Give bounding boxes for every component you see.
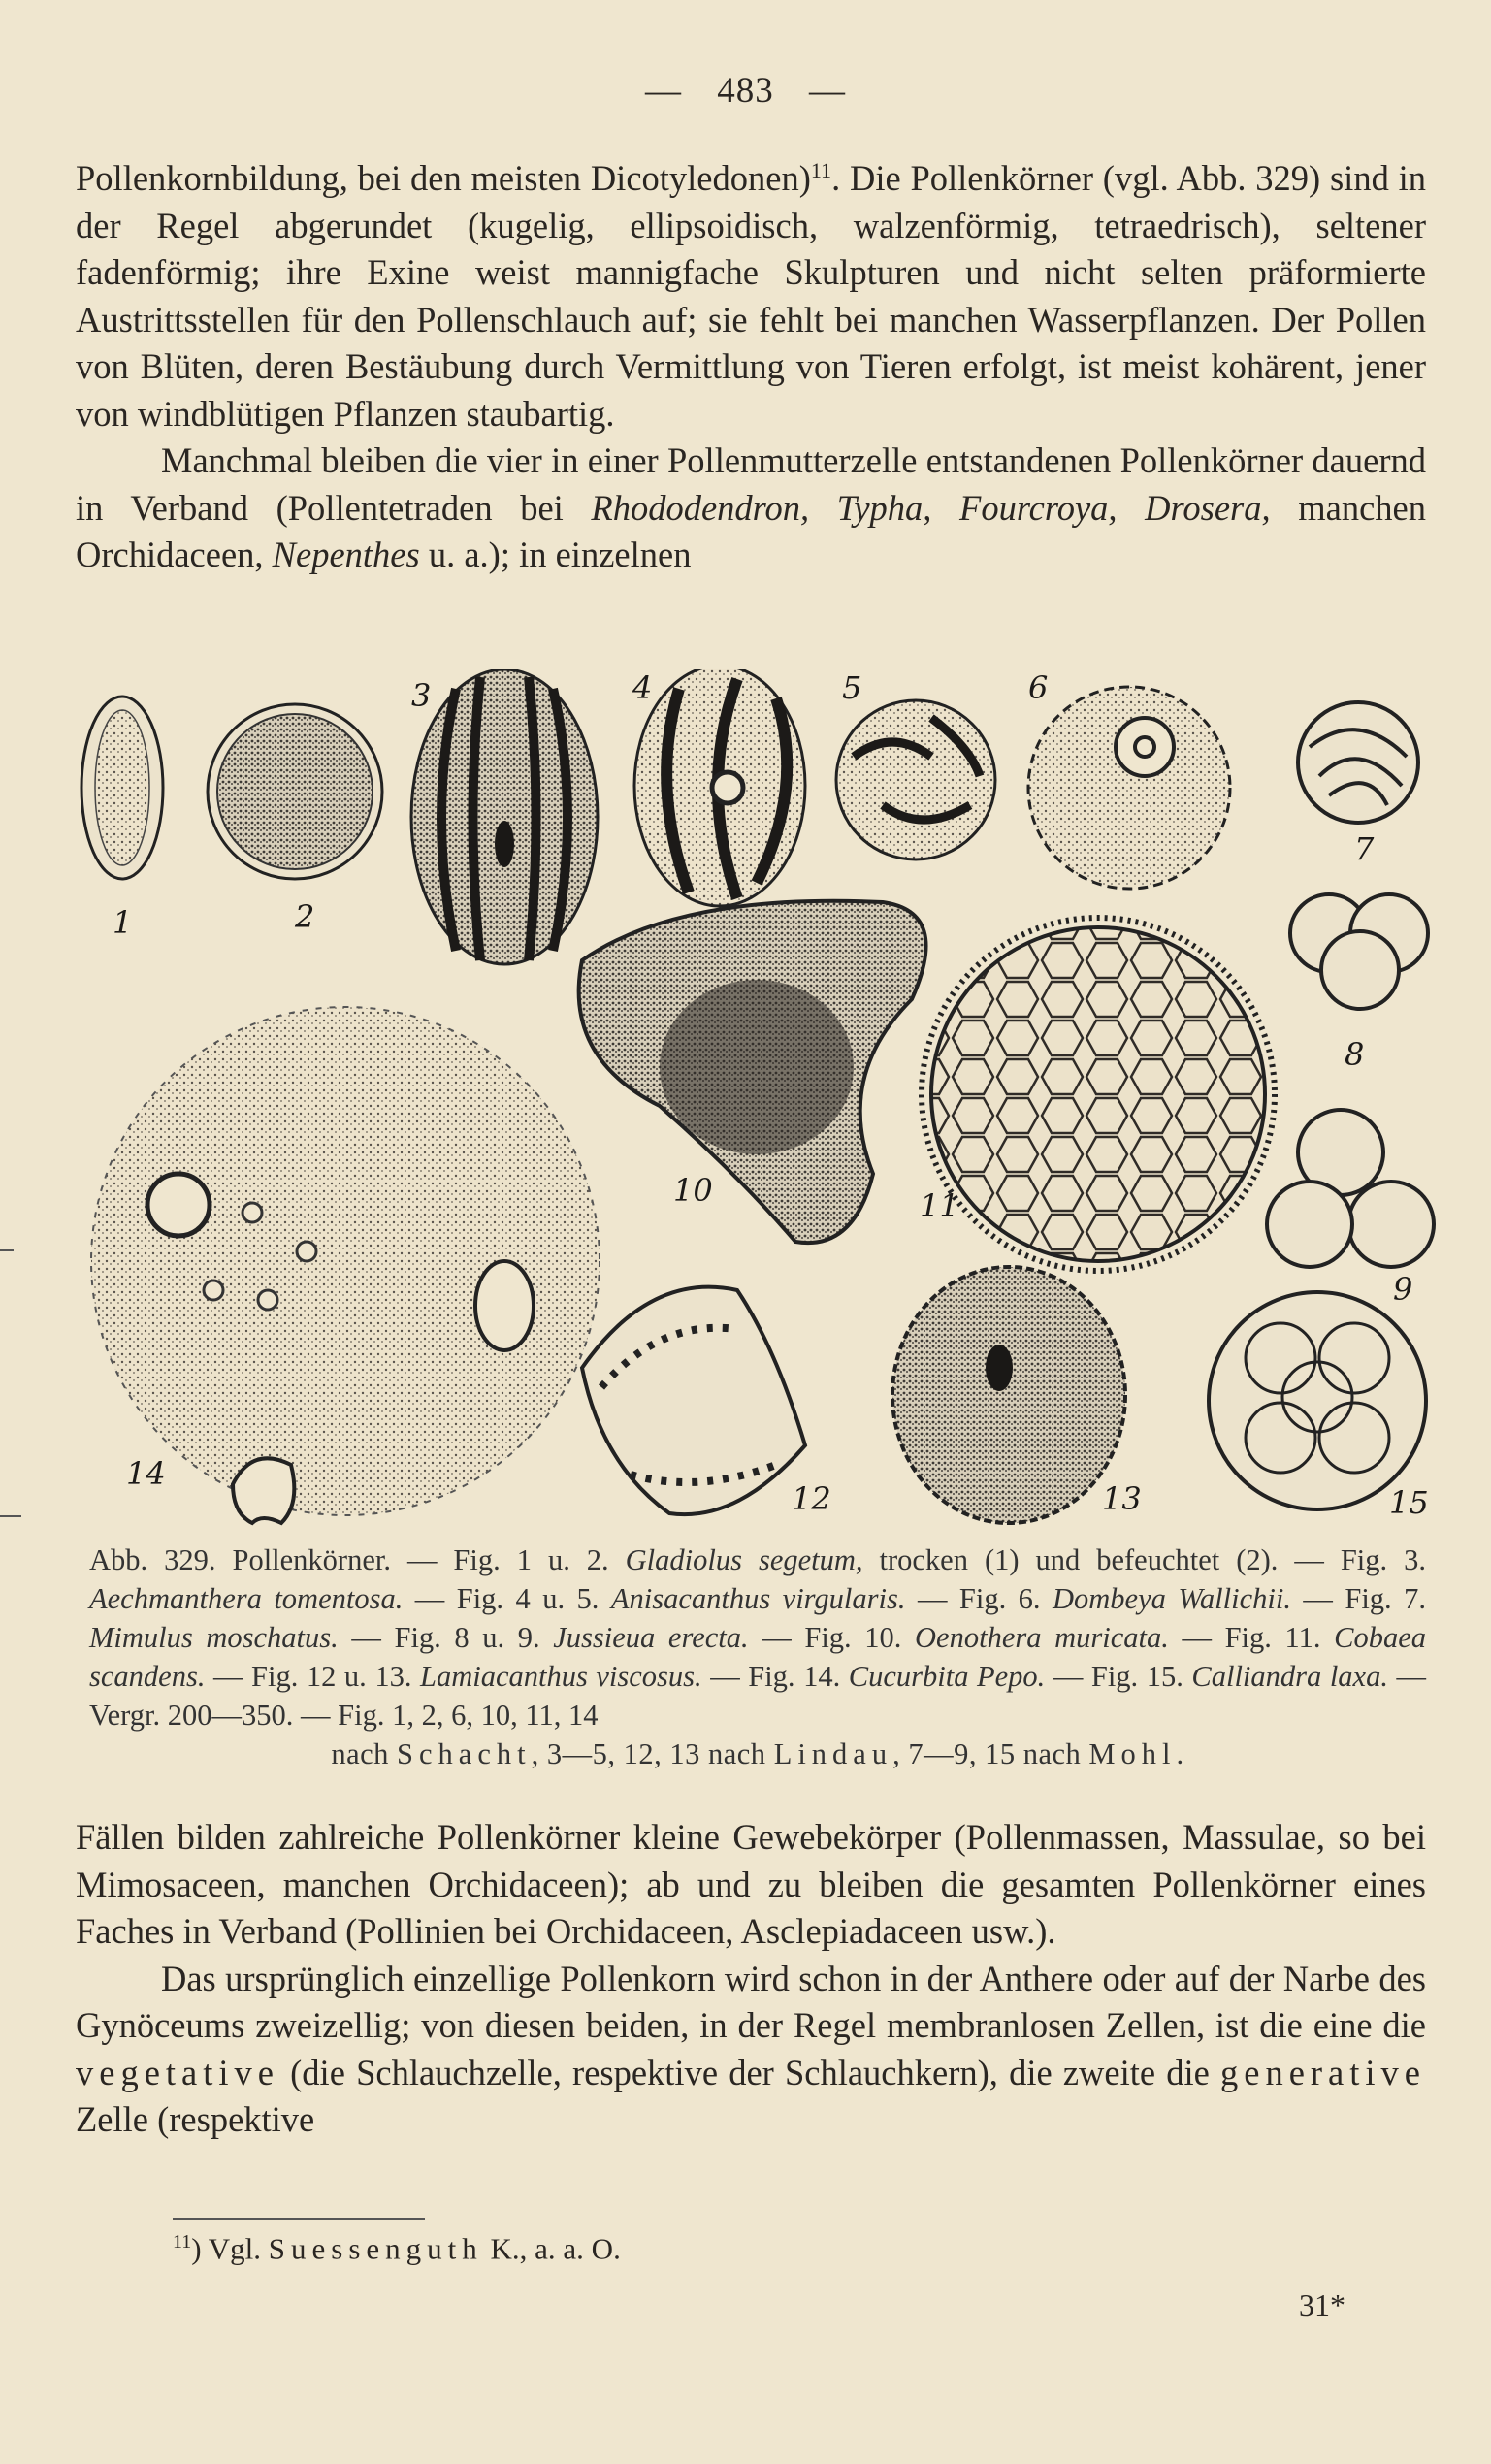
caption-text-11: — Fig. 15. <box>1045 1660 1192 1693</box>
fig-label-11: 11 <box>920 1187 959 1224</box>
paragraph-4 <box>76 1956 1426 2144</box>
caption-species-4: Dombeya Wallichii. <box>1052 1582 1291 1615</box>
header-dash-right: — <box>809 71 846 111</box>
fig-label-7: 7 <box>1354 830 1375 867</box>
caption-text-7: — Fig. 10. <box>748 1621 916 1654</box>
term-vegetative: vegetative <box>76 2052 279 2092</box>
pollen-grain-7 <box>1298 702 1418 823</box>
margin-mark <box>0 1249 14 1251</box>
pollen-grain-8 <box>1290 894 1428 1009</box>
top-text <box>76 147 1426 579</box>
paragraph-1-text-a: Pollenkornbildung, bei den meisten Dicotyledonen) <box>76 158 811 199</box>
taxa-italic-1: Rhododendron, Typha, Fourcroya, Drosera, <box>591 487 1271 528</box>
credit-text-c: , 7—9, 15 nach <box>892 1737 1089 1770</box>
fig-label-1: 1 <box>113 904 133 941</box>
caption-species-7: Oenothera muricata. <box>915 1621 1169 1654</box>
caption-text-3: — Fig. 4 u. 5. <box>403 1582 611 1615</box>
fig-label-13: 13 <box>1102 1480 1142 1517</box>
paragraph-2-text-a: Manchmal bleiben die vier in einer Pollenmutterzelle entstandenen Pollenkörner dauernd in Verband (Pollentetraden bei <box>76 440 1426 528</box>
paragraph-3: Fällen bilden zahlreiche Pollenkörner kleine Gewebekörper (Pollenmassen, Massulae, so bei Mimosaceen, manchen Orchidaceen); ab und zu bleiben die gesamten Pollenkörner eines Faches in Verband (Pollinien bei Orchidaceen, Asclepiadaceen usw.). <box>76 1817 1426 1951</box>
footnote-ref: 11 <box>810 158 832 182</box>
paragraph-2-text-c: u. a.); in einzelnen <box>419 535 692 575</box>
pollen-illustration <box>58 669 1436 1542</box>
taxa-italic-2: Nepenthes <box>272 535 420 575</box>
caption-text-6: — Fig. 8 u. 9. <box>338 1621 554 1654</box>
pollen-grain-13 <box>892 1267 1125 1523</box>
paragraph-2-text-b: manchen Orchidaceen, <box>76 487 1426 575</box>
fig-label-5: 5 <box>842 669 862 706</box>
fig-label-14: 14 <box>126 1455 166 1492</box>
caption-text-1: Abb. 329. Pollenkörner. — Fig. 1 u. 2. <box>89 1543 626 1576</box>
sheet-signature: 31* <box>1299 2287 1345 2322</box>
fig-label-15: 15 <box>1389 1484 1429 1521</box>
pollen-figure <box>58 669 1436 1542</box>
paragraph-1-text-b: . Die Pollenkörner (vgl. Abb. 329) sind in der Regel abgerundet (kugelig, ellipsoidisch, walzenförmig, tetraedrisch), seltener fadenförmig; ihre Exine weist mannigfache Skulpturen und nicht selten präformierte Austrittsstellen für den Pollenschlauch auf; sie fehlt bei manchen Wasserpflanzen. Der Pollen von Blüten, deren Bestäubung durch Vermittlung von Tieren erfolgt, ist meist kohärent, jener von windblütigen Pflanzen staubartig. <box>76 158 1426 434</box>
pollen-grain-1 <box>81 697 163 879</box>
fig-label-3: 3 <box>411 677 432 714</box>
footnote-text-a: ) Vgl. <box>191 2231 269 2266</box>
caption-species-11: Calliandra laxa. <box>1191 1660 1388 1693</box>
author-lindau: Lindau <box>773 1737 893 1770</box>
caption-text-8: — Fig. 11. <box>1168 1621 1335 1654</box>
caption-body <box>89 1540 1426 1735</box>
fig-label-4: 4 <box>632 669 653 706</box>
pollen-grain-9 <box>1267 1110 1434 1267</box>
caption-text-12: — Vergr. 200—350. — Fig. 1, 2, 6, 10, 11, 14 <box>89 1660 1426 1732</box>
caption-text-10: — Fig. 14. <box>701 1660 849 1693</box>
paragraph-2 <box>76 438 1426 579</box>
pollen-grain-12 <box>582 1287 805 1514</box>
page-number: 483 <box>717 71 774 111</box>
footnote-divider <box>173 2218 425 2220</box>
pollen-grain-14 <box>91 1007 600 1523</box>
pollen-grain-4 <box>634 669 805 906</box>
caption-credits <box>89 1735 1426 1773</box>
footnote <box>173 2231 621 2266</box>
pollen-grain-10 <box>579 901 926 1243</box>
caption-text-5: — Fig. 7. <box>1290 1582 1426 1615</box>
fig-label-8: 8 <box>1345 1036 1365 1073</box>
fig-label-10: 10 <box>673 1172 713 1209</box>
pollen-grain-3 <box>411 669 598 964</box>
paragraph-4-text-b: (die Schlauchzelle, respektive der Schlauchkern), die zweite die <box>278 2052 1220 2092</box>
fig-label-12: 12 <box>792 1480 831 1517</box>
pollen-grain-6 <box>1028 687 1230 889</box>
caption-species-8: Cobaea scandens. <box>89 1621 1427 1693</box>
fig-label-2: 2 <box>295 898 315 935</box>
caption-species-5: Mimulus moschatus. <box>89 1621 339 1654</box>
caption-species-2: Aechmanthera tomentosa. <box>89 1582 404 1615</box>
pollen-grain-11 <box>922 918 1275 1271</box>
author-schacht: Schacht <box>397 1737 532 1770</box>
caption-text-9: — Fig. 12 u. 13. <box>205 1660 420 1693</box>
caption-species-9: Lamiacanthus viscosus. <box>420 1660 702 1693</box>
caption-species-10: Cucurbita Pepo. <box>848 1660 1046 1693</box>
paragraph-4-text-c: Zelle (respektive <box>76 2099 315 2139</box>
header-dash-left: — <box>645 71 682 111</box>
paragraph-1 <box>76 147 1426 438</box>
caption-text-4: — Fig. 6. <box>905 1582 1053 1615</box>
caption-species-1: Gladiolus segetum, <box>625 1543 863 1576</box>
margin-mark <box>0 1515 21 1517</box>
author-mohl: Mohl <box>1088 1737 1177 1770</box>
credit-text-d: . <box>1176 1737 1184 1770</box>
footnote-text-b: K., a. a. O. <box>482 2231 621 2266</box>
term-generative: generative <box>1220 2052 1426 2092</box>
fig-label-9: 9 <box>1393 1271 1413 1308</box>
footnote-number: 11 <box>173 2231 192 2253</box>
credit-text-a: nach <box>331 1737 398 1770</box>
credit-text-b: , 3—5, 12, 13 nach <box>531 1737 774 1770</box>
pollen-grain-5 <box>836 700 995 859</box>
figure-caption <box>89 1540 1426 1773</box>
fig-label-6: 6 <box>1028 669 1049 706</box>
page-header <box>0 70 1491 112</box>
paragraph-4-text-a: Das ursprünglich einzellige Pollenkorn wird schon in der Anthere oder auf der Narbe des Gynöceums zweizellig; von diesen beiden, in der Regel membranlosen Zellen, ist die eine die <box>76 1958 1426 2045</box>
caption-species-3: Anisacanthus virgularis. <box>610 1582 906 1615</box>
footnote-author: Suessenguth <box>268 2231 483 2266</box>
caption-text-2: trocken (1) und befeuchtet (2). — Fig. 3. <box>862 1543 1426 1576</box>
bottom-text <box>76 1814 1426 2144</box>
caption-species-6: Jussieua erecta. <box>553 1621 749 1654</box>
pollen-grain-2 <box>208 704 382 879</box>
pollen-grain-15 <box>1209 1292 1426 1509</box>
